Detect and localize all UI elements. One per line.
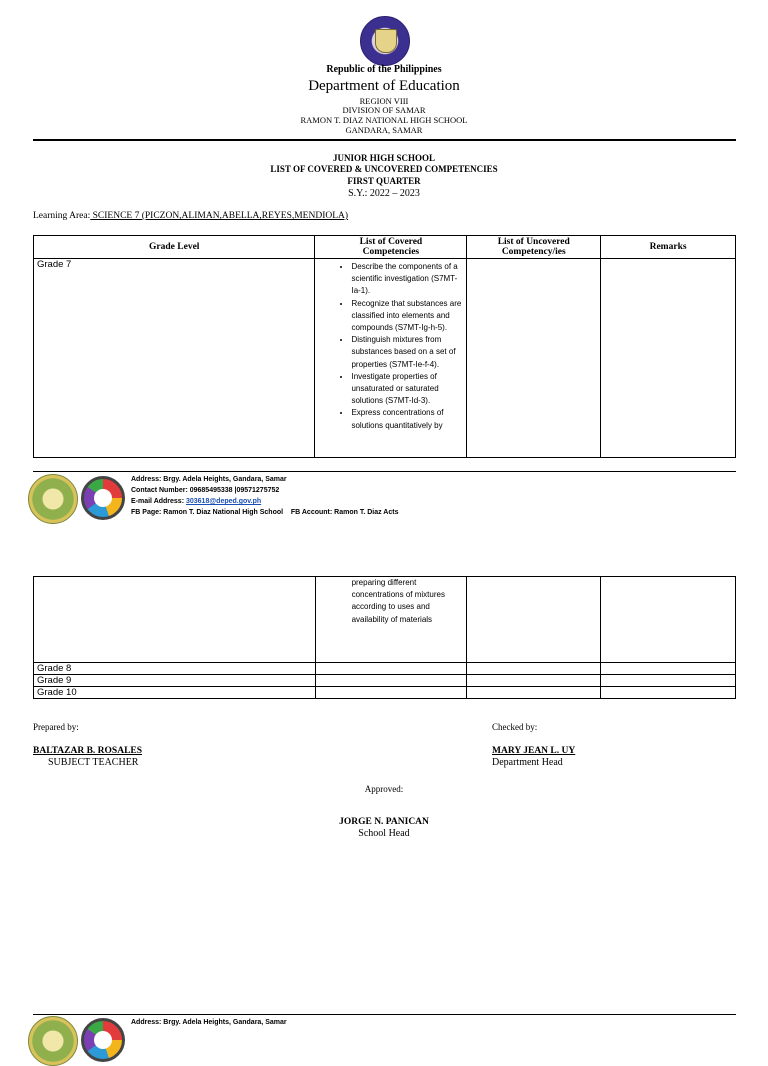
approved-name: JORGE N. PANICAN bbox=[339, 817, 429, 827]
header-covered: List of Covered Competencies bbox=[315, 236, 467, 259]
header-divider bbox=[33, 139, 736, 141]
learning-area-value: SCIENCE 7 (PICZON,ALIMAN,ABELLA,REYES,MENDIOLA) bbox=[90, 211, 349, 221]
competency-item: • Investigate properties of unsaturated or saturated solutions (S7MT-Id-3). bbox=[351, 371, 466, 408]
competency-item: • Distinguish mixtures from substances based on a set of properties (S7MT-Ie-f-4). bbox=[351, 334, 466, 371]
header-remarks: Remarks bbox=[601, 236, 736, 259]
location-text: GANDARA, SAMAR bbox=[345, 125, 423, 135]
uncovered-cell bbox=[467, 259, 601, 458]
covered-continued-cell: preparing different concentrations of mixtures according to uses and availability of materials bbox=[315, 577, 467, 663]
region-text: REGION VIII bbox=[359, 96, 409, 106]
footer-address: Address: Brgy. Adela Heights, Gandara, Samar bbox=[131, 476, 287, 483]
footer-fb: FB Page: Ramon T. Diaz National High School FB Account: Ramon T. Diaz Acts bbox=[131, 509, 399, 516]
footer-contact-block bbox=[131, 474, 398, 518]
grade10-cell: Grade 10 bbox=[34, 687, 316, 699]
footer-email-row: E-mail Address: 303618@deped.gov.ph bbox=[131, 498, 262, 505]
partner-logo-icon bbox=[81, 476, 125, 520]
approved-label: Approved: bbox=[364, 784, 404, 794]
checked-by-name: MARY JEAN L. UY bbox=[492, 746, 576, 756]
footer-contact: Contact Number: 09685495338 |09571275752 bbox=[131, 487, 280, 494]
competency-item: • Recognize that substances are classified into elements and compounds (S7MT-Ig-h-5). bbox=[351, 298, 466, 335]
checked-by-role: Department Head bbox=[492, 757, 563, 768]
header-uncovered: List of Uncovered Competency/ies bbox=[467, 236, 601, 259]
competency-item: • Express concentrations of solutions quantitatively by bbox=[351, 407, 466, 431]
competencies-table-continued bbox=[33, 576, 736, 699]
email-link[interactable]: 303618@deped.gov.ph bbox=[185, 498, 262, 505]
footer-divider bbox=[33, 471, 736, 472]
prepared-by-label: Prepared by: bbox=[33, 722, 79, 732]
uncovered-continued-cell bbox=[467, 577, 601, 663]
grade8-cell: Grade 8 bbox=[34, 663, 316, 675]
header-grade-level: Grade Level bbox=[34, 236, 315, 259]
title-line2: LIST OF COVERED & UNCOVERED COMPETENCIES bbox=[270, 164, 498, 174]
grade7-cell: Grade 7 bbox=[34, 259, 315, 458]
title-line3: FIRST QUARTER bbox=[347, 176, 421, 186]
school-year: S.Y.: 2022 – 2023 bbox=[348, 188, 420, 199]
remarks-cell bbox=[601, 259, 736, 458]
department-title: Department of Education bbox=[308, 78, 460, 94]
footer-divider-2 bbox=[33, 1014, 736, 1015]
checked-by-label: Checked by: bbox=[492, 722, 538, 732]
learning-area-label: Learning Area: bbox=[33, 211, 91, 221]
division-text: DIVISION OF SAMAR bbox=[342, 105, 426, 115]
grade7-continued-cell bbox=[34, 577, 316, 663]
prepared-by-name: BALTAZAR B. ROSALES bbox=[33, 746, 143, 756]
school-logo-icon bbox=[28, 474, 78, 524]
title-line1: JUNIOR HIGH SCHOOL bbox=[332, 153, 435, 163]
learning-area bbox=[33, 211, 348, 221]
approved-role: School Head bbox=[358, 828, 410, 839]
republic-text: Republic of the Philippines bbox=[326, 64, 442, 75]
competency-item: • Describe the components of a scientific investigation (S7MT-Ia-1). bbox=[351, 261, 466, 298]
school-text: RAMON T. DIAZ NATIONAL HIGH SCHOOL bbox=[300, 115, 468, 125]
deped-seal-icon bbox=[360, 16, 410, 66]
grade9-cell: Grade 9 bbox=[34, 675, 316, 687]
competencies-table bbox=[33, 235, 736, 458]
prepared-by-role: SUBJECT TEACHER bbox=[48, 757, 139, 768]
remarks-continued-cell bbox=[601, 577, 736, 663]
covered-competencies-cell bbox=[315, 259, 467, 458]
partner-logo-icon bbox=[81, 1018, 125, 1062]
footer-address-partial: Address: Brgy. Adela Heights, Gandara, Samar bbox=[131, 1019, 287, 1026]
